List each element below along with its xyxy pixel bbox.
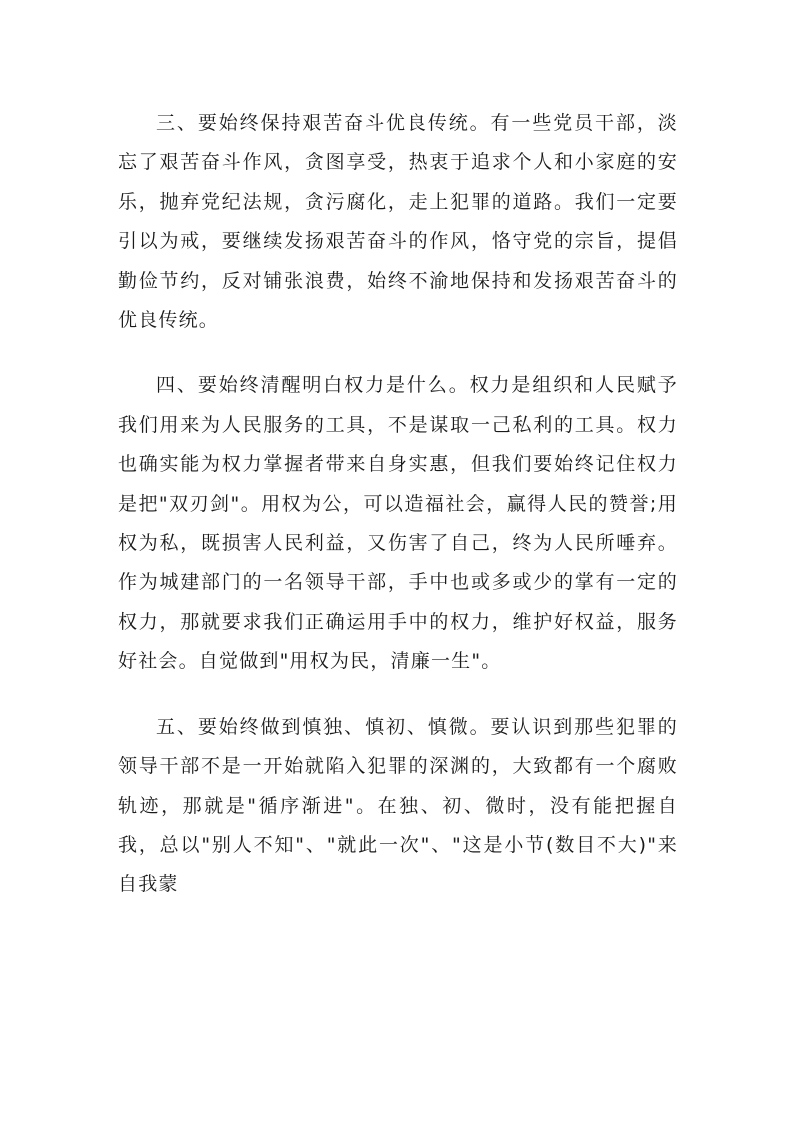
document-body (118, 104, 678, 931)
paragraph-4: 四、要始终清醒明白权力是什么。权力是组织和人民赋予我们用来为人民服务的工具，不是谋取一己私利的工具。权力也确实能为权力掌握者带来自身实惠，但我们要始终记住权力是把"双刃剑"。用权为公，可以造福社会，赢得人民的赞誉;用权为私，既损害人民利益，又伤害了自己，终为人民所唾弃。作为城建部门的一名领导干部，手中也或多或少的掌有一定的权力，那就要求我们正确运用手中的权力，维护好权益，服务好社会。自觉做到"用权为民，清廉一生"。 (118, 374, 678, 673)
paragraph-5: 五、要始终做到慎独、慎初、慎微。要认识到那些犯罪的领导干部不是一开始就陷入犯罪的深渊的，大致都有一个腐败轨迹，那就是"循序渐进"。在独、初、微时，没有能把握自我，总以"别人不知"、"就此一次"、"这是小节(数目不大)"来自我蒙 (118, 715, 678, 896)
paragraph-3: 三、要始终保持艰苦奋斗优良传统。有一些党员干部，淡忘了艰苦奋斗作风，贪图享受，热衷于追求个人和小家庭的安乐，抛弃党纪法规，贪污腐化，走上犯罪的道路。我们一定要引以为戒，要继续发扬艰苦奋斗的作风，恪守党的宗旨，提倡勤俭节约，反对铺张浪费，始终不渝地保持和发扬艰苦奋斗的优良传统。 (118, 112, 678, 332)
